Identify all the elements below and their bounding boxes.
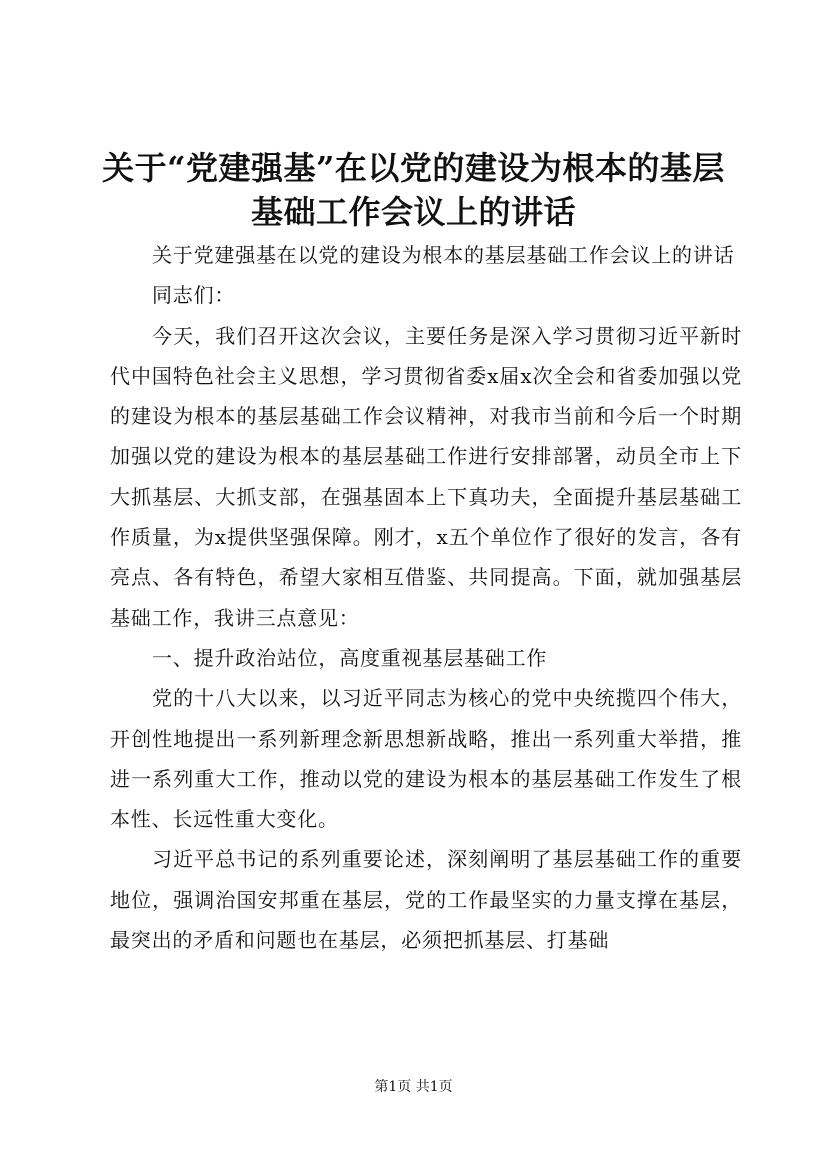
document-title: 关于“党建强基”在以党的建设为根本的基层基础工作会议上的讲话 xyxy=(102,149,725,231)
paragraph-section-1-b: 习近平总书记的系列重要论述，深刻阐明了基层基础工作的重要地位，强调治国安邦重在基层，党的工作最坚实的力量支撑在基层，最突出的矛盾和问题也在基层，必须把抓基层、打基础 xyxy=(110,847,742,953)
page-footer: 第1页 共1页 xyxy=(374,1079,453,1095)
document-body xyxy=(110,235,742,960)
paragraph-subtitle: 关于党建强基在以党的建设为根本的基层基础工作会议上的讲话 xyxy=(152,243,735,267)
section-heading-1: 一、提升政治站位，高度重视基层基础工作 xyxy=(152,645,548,670)
paragraph-opening: 今天，我们召开这次会议，主要任务是深入学习贯彻习近平新时代中国特色社会主义思想，学习贯彻省委x届x次全会和省委加强以党的建设为根本的基层基础工作会议精神，对我市当前和今后一个时期加强以党的建设为根本的基层基础工作进行安排部署，动员全市上下大抓基层、大抓支部，在强基固本上下真功夫，全面提升基层基础工作质量，为x提供坚强保障。刚才，x五个单位作了很好的发言，各有亮点、各有特色，希望大家相互借鉴、共同提高。下面，就加强基层基础工作，我讲三点意见： xyxy=(110,323,742,630)
paragraph-salutation: 同志们： xyxy=(152,283,236,308)
paragraph-section-1-a: 党的十八大以来，以习近平同志为核心的党中央统揽四个伟大，开创性地提出一系列新理念新思想新战略，推出一系列重大举措，推进一系列重大工作，推动以党的建设为根本的基层基础工作发生了根本性、长远性重大变化。 xyxy=(110,686,742,832)
